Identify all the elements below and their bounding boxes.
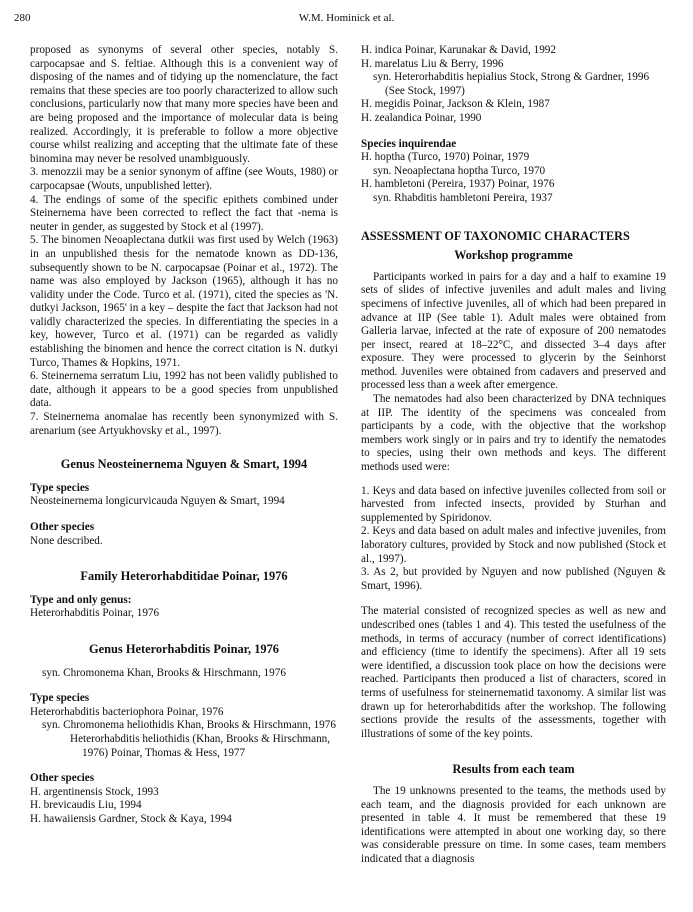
- genus-synonym: syn. Chromonema Khan, Brooks & Hirschmann, 1976: [42, 666, 286, 679]
- other-species: None described.: [30, 534, 103, 547]
- species-entry: H. argentinensis Stock, 1993: [30, 785, 159, 798]
- type-synonym: syn. Chromonema heliothidis Khan, Brooks & Hirschmann, 1976: [42, 719, 336, 732]
- species-entry: H. marelatus Liu & Berry, 1996: [361, 57, 504, 70]
- type-species-label: Type species: [30, 481, 90, 494]
- family-heading: Family Heterorhabditidae Poinar, 1976: [80, 569, 288, 584]
- other-species-label: Other species: [30, 772, 95, 785]
- type-genus: Heterorhabditis Poinar, 1976: [30, 607, 160, 620]
- type-species-label: Type species: [30, 692, 90, 705]
- note-5: 5. The binomen Neoaplectana dutkii was first used by Welch (1963) in an unpublished thesis for the nematode known as DD-136, subsequently shown to be N. carpocapsae (Poinar et al., 1972). The name was also employed by Jackson (1965), although it has no validity under the Code. Turco et al. (1971), cited the species as 'N. dutkyi Jackson, 1965' in a key – despite the fact that Jackson had not validly characterized the species. In differentiating the species in a key, however, Turco et al. (1971) can be regarded as validly establishing the binomen and hence the correct citation is N. dutkyi Turco, Thames & Hopkins, 1971.: [30, 234, 338, 369]
- note-3: 3. menozzii may be a senior synonym of affine (see Wouts, 1980) or carpocapsae (Wouts, unpublished letter).: [30, 166, 338, 192]
- left-column: [30, 44, 338, 827]
- species-entry: H. hoptha (Turco, 1970) Poinar, 1979: [361, 151, 530, 164]
- other-species-label: Other species: [30, 521, 95, 533]
- page-number: 280: [14, 12, 31, 24]
- method-2: 2. Keys and data based on adult males and infective juveniles, from laboratory cultures, provided by Stock and now published (Stock et al., 1997).: [361, 525, 666, 565]
- paragraph: The 19 unknowns presented to the teams, the methods used by each team, and the diagnosis provided for each unknown are presented in table 4. It must be remembered that these 19 identifications were attempted in about one working day, so there was considerable pressure on time. In some cases, team members indicated that a diagnosis: [361, 784, 666, 865]
- method-1: 1. Keys and data based on infective juveniles collected from soil or harvested from infected insects, provided by Sturhan and supplemented by Spiridonov.: [361, 484, 666, 524]
- paragraph: Participants worked in pairs for a day and a half to examine 19 sets of slides of infective juveniles and adult males and living specimens of infective juveniles, all of which had been prepared in advance at IIP (See table 1). Adult males were obtained from Galleria larvae, infected at the rate of exposure of 200 nematodes per insect, reared at 18–22°C, and dissected 3–4 days after exposure. They were processed to glycerin by the Seinhorst method. Juveniles were obtained from cadavers and preserved and processed less than a week after emergence.: [361, 270, 666, 392]
- type-species: Heterorhabditis bacteriophora Poinar, 1976: [30, 705, 224, 718]
- method-3: 3. As 2, but provided by Nguyen and now published (Nguyen & Smart, 1996).: [361, 566, 666, 592]
- species-entry: H. hambletoni (Pereira, 1937) Poinar, 1976: [361, 178, 555, 191]
- note-4: 4. The endings of some of the specific epithets combined under Steinernema have been corrected to reflect the fact that -nema is neuter in gender, as suggested by Stock et al (1997).: [30, 193, 338, 233]
- species-synonym: syn. Heterorhabditis hepialius Stock, Strong & Gardner, 1996 (See Stock, 1997): [373, 71, 650, 97]
- genus-heterorhabditis-heading: Genus Heterorhabditis Poinar, 1976: [88, 641, 279, 656]
- species-entry: H. hawaiiensis Gardner, Stock & Kaya, 1994: [30, 812, 232, 825]
- species-synonym: syn. Rhabditis hambletoni Pereira, 1937: [373, 191, 553, 204]
- results-heading: Results from each team: [452, 762, 575, 777]
- subsection-heading: Workshop programme: [454, 248, 573, 263]
- page-header: [14, 12, 679, 30]
- species-entry: H. megidis Poinar, Jackson & Klein, 1987: [361, 98, 550, 111]
- note-7: 7. Steinernema anomalae has recently been synonymized with S. arenarium (see Artyukhovsky et al., 1997).: [30, 411, 338, 437]
- genus-neosteinernema-heading: Genus Neosteinernema Nguyen & Smart, 1994: [60, 457, 308, 472]
- type-only-genus-label: Type and only genus:: [30, 593, 132, 606]
- paragraph: The nematodes had also been characterized by DNA techniques at IIP. The identity of the specimens was concealed from participants by a code, with the objective that the workshop members work singly or in pairs and try to identify the nematodes to species, using their own methods and keys. The different methods used were:: [361, 393, 666, 474]
- note-6: 6. Steinernema serratum Liu, 1992 has not been validly published to date, although it appears to be a good species from unpublished data.: [30, 370, 338, 410]
- species-entry: H. indica Poinar, Karunakar & David, 1992: [361, 44, 556, 56]
- running-head: W.M. Hominick et al.: [298, 12, 395, 24]
- type-species: Neosteinernema longicurvicauda Nguyen & Smart, 1994: [30, 495, 285, 508]
- paragraph: The material consisted of recognized species as well as new and undescribed ones (tables 1 and 4). This tested the usefulness of the methods, in terms of accuracy (number of correct identifications) and efficiency (time to identify the specimens). After all 19 sets were identified, a discussion took place on how the decisions were reached. Participants then produced a list of characters, scored in terms of usefulness for steinernematid taxonomy. A similar list was drawn up for heterorhabditids after the workshop. The following sections provide the results of the assessments, together with illustrations of some of the key points.: [361, 605, 666, 740]
- section-heading: ASSESSMENT OF TAXONOMIC CHARACTERS: [361, 228, 630, 243]
- paragraph: proposed as synonyms of several other species, notably S. carpocapsae and S. feltiae. Although this is a convenient way of disposing of the names and of tidying up the nomenclature, the fact remains that these species are too poorly characterized to allow such conclusions, particularly now that many more species have been and are being proposed and the importance of molecular data is being realized. Accordingly, it is preferable to follow a more objective course whilst realizing and accepting that the ultimate fate of these binomina may never be resolved unambiguously.: [30, 44, 338, 165]
- species-entry: H. brevicaudis Liu, 1994: [30, 799, 142, 812]
- species-entry: H. zealandica Poinar, 1990: [361, 111, 482, 124]
- species-inquirendae-label: Species inquirendae: [361, 137, 457, 150]
- type-synonym: Heterorhabditis heliothidis (Khan, Brooks & Hirschmann, 1976) Poinar, Thomas & Hess, 1977: [70, 732, 331, 759]
- right-column: [361, 44, 666, 866]
- species-synonym: syn. Neoaplectana hoptha Turco, 1970: [373, 164, 546, 177]
